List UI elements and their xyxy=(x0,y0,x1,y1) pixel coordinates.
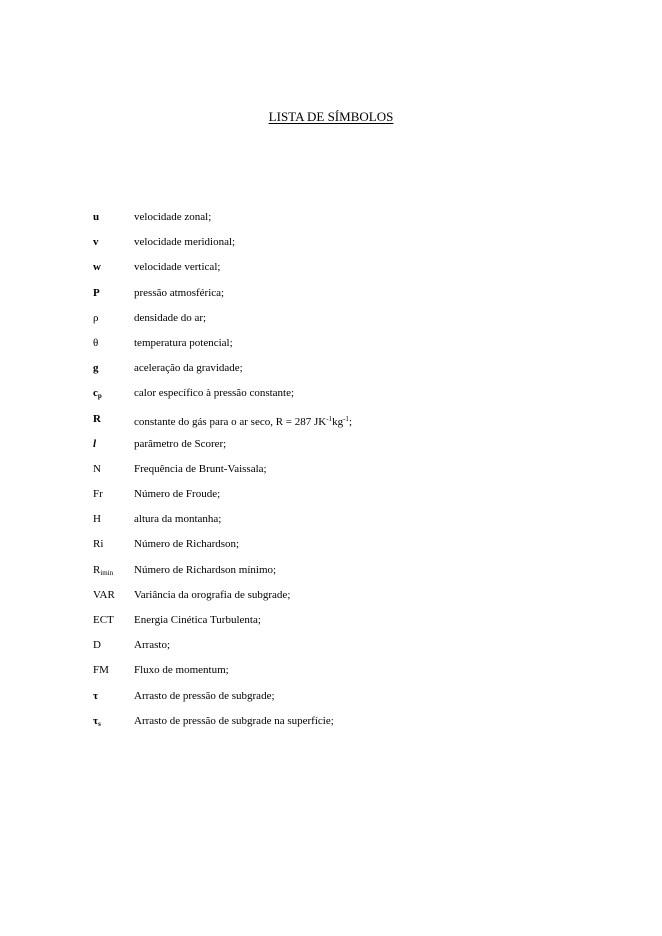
symbol: w xyxy=(93,261,101,274)
definition-text: kg xyxy=(332,415,344,428)
definition: aceleração da gravidade; xyxy=(134,362,243,375)
symbol xyxy=(93,713,101,732)
symbol: P xyxy=(93,286,100,299)
symbol xyxy=(93,562,113,581)
symbol: τ xyxy=(93,689,99,702)
symbol: R xyxy=(93,412,101,425)
symbol: D xyxy=(93,639,101,652)
definition xyxy=(134,411,352,430)
definition: calor específico à pressão constante; xyxy=(134,387,295,400)
definition: velocidade meridional; xyxy=(134,236,236,249)
definition: Número de Froude; xyxy=(134,488,221,501)
definition-text: constante do gás para o ar seco, R = 287 JK xyxy=(134,415,327,428)
definition-superscript: -1 xyxy=(343,414,349,423)
definition: temperatura potencial; xyxy=(134,336,233,349)
definition: velocidade vertical; xyxy=(134,261,221,274)
definition: densidade do ar; xyxy=(134,311,207,324)
page-title: LISTA DE SÍMBOLOS xyxy=(268,109,394,124)
definition-superscript: -1 xyxy=(326,414,333,423)
symbol: g xyxy=(93,362,99,375)
symbol-subscript: imin xyxy=(100,568,114,577)
symbol: l xyxy=(93,437,97,450)
symbol: u xyxy=(93,211,100,223)
definition-text: ; xyxy=(348,415,352,428)
definition: Energia Cinética Turbulenta; xyxy=(134,614,261,626)
symbol: FM xyxy=(93,664,109,677)
symbol-subscript: s xyxy=(98,719,101,728)
symbol-base: c xyxy=(93,387,98,400)
definition: Variância da orografia de subgrade; xyxy=(134,588,291,601)
definition: altura da montanha; xyxy=(134,513,222,526)
definition: pressão atmosférica; xyxy=(134,286,225,299)
definition: velocidade zonal; xyxy=(134,211,212,223)
symbol: Fr xyxy=(93,488,103,501)
definition: Frequência de Brunt-Vaissala; xyxy=(134,462,267,475)
definition: Número de Richardson; xyxy=(134,538,240,551)
definition: Arrasto; xyxy=(134,639,171,652)
symbol-subscript: p xyxy=(97,392,102,401)
symbol: ECT xyxy=(93,614,114,626)
symbol: v xyxy=(93,236,99,249)
symbol: ρ xyxy=(93,311,99,324)
definition: parâmetro de Scorer; xyxy=(134,437,227,450)
definition: Fluxo de momentum; xyxy=(134,664,229,677)
symbol: N xyxy=(93,462,101,475)
definition: Número de Richardson mínimo; xyxy=(134,563,277,576)
definition: Arrasto de pressão de subgrade; xyxy=(134,689,275,702)
symbol-base: τ xyxy=(93,714,99,727)
symbol-base: R xyxy=(93,563,101,576)
symbol: H xyxy=(93,513,101,526)
symbol xyxy=(93,385,102,404)
definition: Arrasto de pressão de subgrade na superfície; xyxy=(134,714,334,727)
symbol: θ xyxy=(93,336,99,349)
symbol: VAR xyxy=(93,588,115,601)
symbol: Ri xyxy=(93,538,104,551)
